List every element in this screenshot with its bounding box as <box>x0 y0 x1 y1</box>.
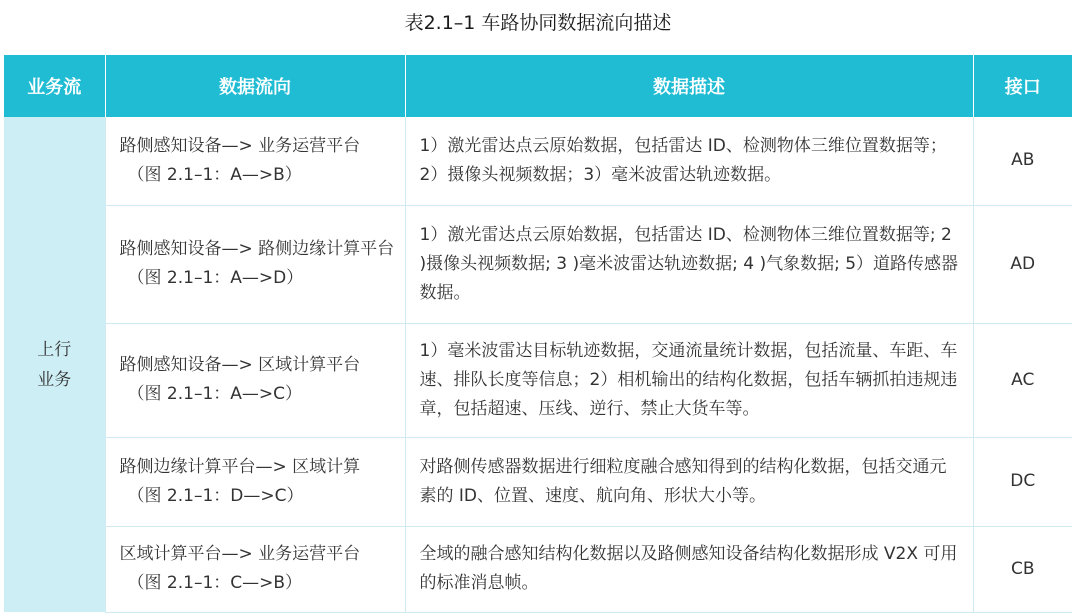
header-data-description: 数据描述 <box>405 55 973 117</box>
direction-text: 路侧感知设备—> 路侧边缘计算平台 <box>119 239 395 259</box>
description-cell: 1）激光雷达点云原始数据，包括雷达 ID、检测物体三维位置数据等; 2 )摄像头视频数据; 3 )毫米波雷达轨迹数据; 4 )气象数据; 5）道路传感器数据。 <box>405 205 973 323</box>
table-row <box>4 117 1072 205</box>
direction-cell <box>105 437 405 526</box>
figure-ref: （图 2.1–1：A—>D） <box>127 268 304 288</box>
direction-text: 路侧感知设备—> 业务运营平台 <box>119 135 361 156</box>
interface-cell: CB <box>973 526 1072 612</box>
table-row <box>4 205 1072 323</box>
table-row <box>4 323 1072 437</box>
direction-text: 路侧边缘计算平台—> 区域计算 <box>119 456 361 477</box>
description-cell: 1）激光雷达点云原始数据，包括雷达 ID、检测物体三维位置数据等；2）摄像头视频数据；3）毫米波雷达轨迹数据。 <box>405 117 973 205</box>
figure-ref: （图 2.1–1：D—>C） <box>127 485 304 506</box>
description-cell: 对路侧传感器数据进行细粒度融合感知得到的结构化数据，包括交通元素的 ID、位置、速度、航向角、形状大小等。 <box>405 437 973 526</box>
figure-ref: （图 2.1–1：A—>B） <box>127 164 302 185</box>
table-header-row <box>4 55 1072 117</box>
direction-cell <box>105 205 405 323</box>
data-flow-table <box>4 55 1072 613</box>
table-row <box>4 526 1072 612</box>
interface-cell: AB <box>973 117 1072 205</box>
description-cell: 全域的融合感知结构化数据以及路侧感知设备结构化数据形成 V2X 可用的标准消息帧。 <box>405 526 973 612</box>
header-data-direction: 数据流向 <box>105 55 405 117</box>
direction-cell <box>105 526 405 612</box>
direction-text: 区域计算平台—> 业务运营平台 <box>119 544 361 564</box>
header-business-flow: 业务流 <box>4 55 105 117</box>
table-caption: 表2.1–1 车路协同数据流向描述 <box>404 12 672 34</box>
business-flow-cell <box>4 117 105 612</box>
header-interface: 接口 <box>973 55 1072 117</box>
direction-cell <box>105 323 405 437</box>
figure-ref: （图 2.1–1：C—>B） <box>127 573 303 593</box>
interface-cell: AD <box>973 205 1072 323</box>
figure-ref: （图 2.1–1：A—>C） <box>127 384 302 404</box>
table-row <box>4 437 1072 526</box>
interface-cell: DC <box>973 437 1072 526</box>
description-cell: 1）毫米波雷达目标轨迹数据，交通流量统计数据，包括流量、车距、车速、排队长度等信息；2）相机输出的结构化数据，包括车辆抓拍违规违章，包括超速、压线、逆行、禁止大货车等。 <box>405 323 973 437</box>
direction-text: 路侧感知设备—> 区域计算平台 <box>119 355 361 375</box>
direction-cell <box>105 117 405 205</box>
business-flow-label: 上行业务 <box>37 339 72 390</box>
interface-cell: AC <box>973 323 1072 437</box>
